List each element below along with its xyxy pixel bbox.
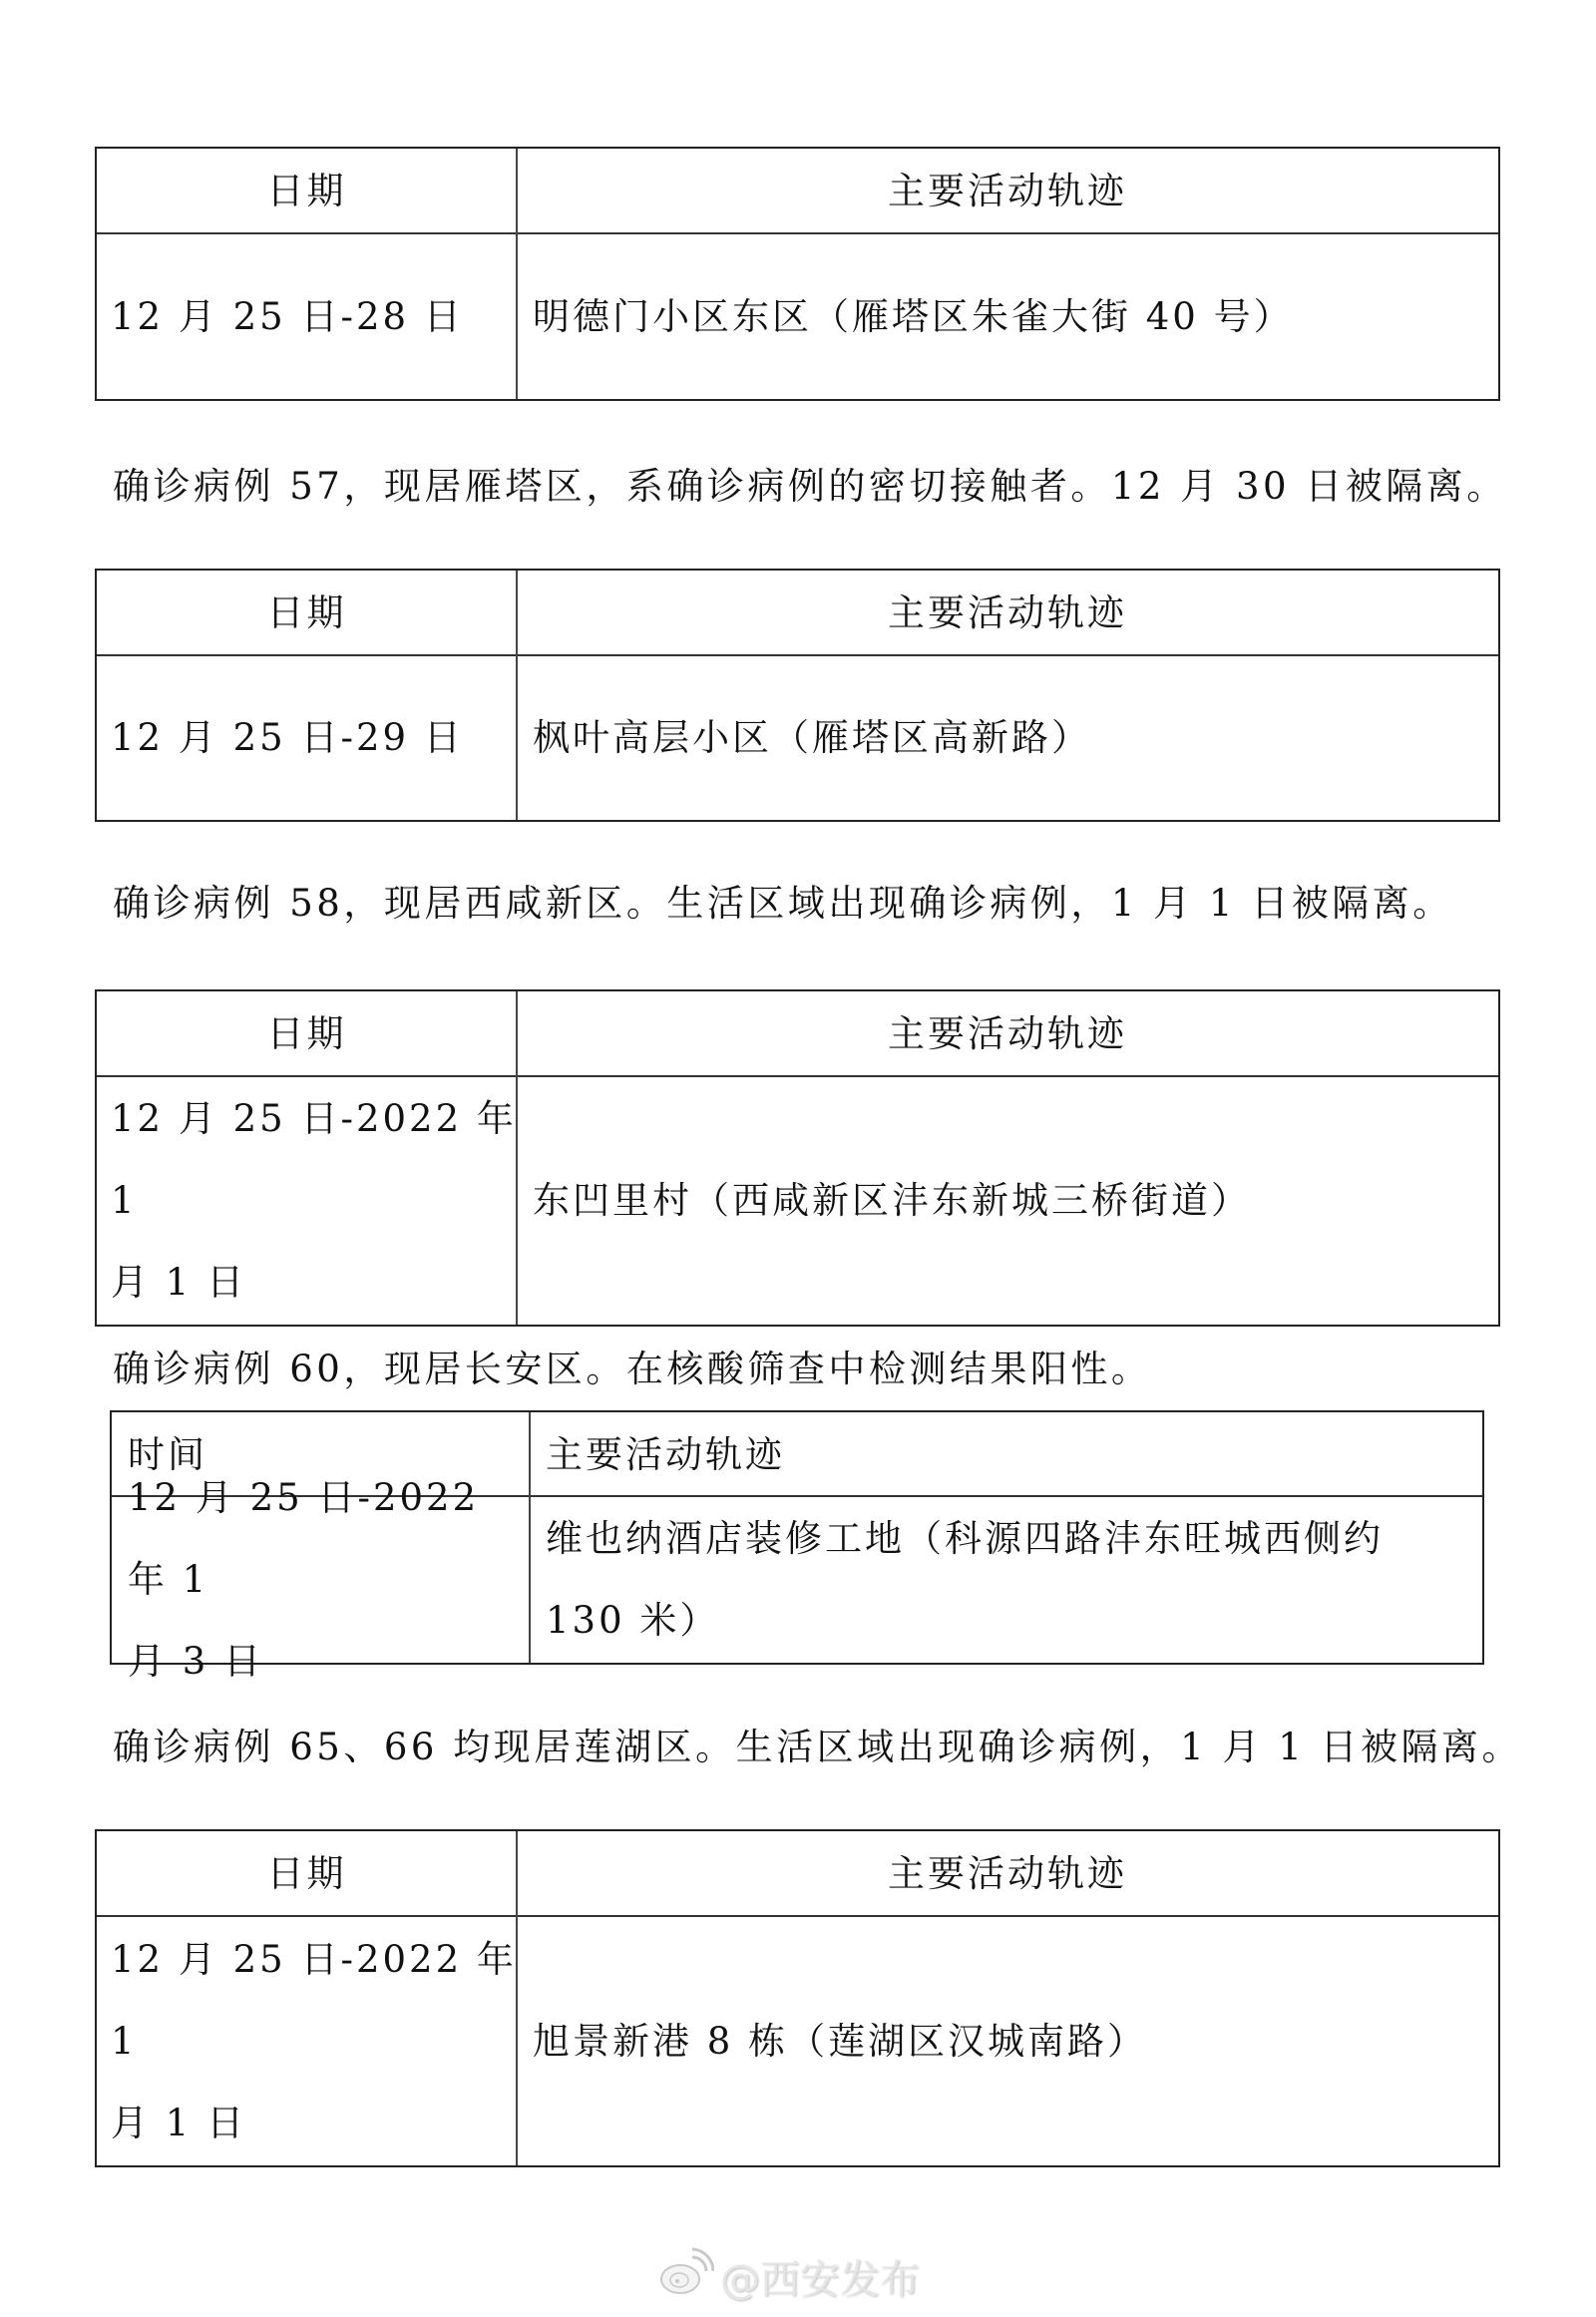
date-line: 月 1 日 — [111, 1261, 247, 1304]
track-table-1 — [95, 147, 1500, 401]
date-line: 月 1 日 — [111, 2101, 247, 2144]
row-track — [517, 1917, 1498, 2165]
row-track — [517, 234, 1498, 399]
date-line: 月 3 日 — [128, 1640, 264, 1683]
case-57-description: 确诊病例 57，现居雁塔区，系确诊病例的密切接触者。12 月 30 日被隔离。 — [113, 465, 1507, 508]
track-table-3 — [95, 989, 1500, 1327]
header-date: 日期 — [266, 170, 347, 212]
header-date: 日期 — [266, 591, 347, 634]
date-line: 12 月 25 日-2022 年 1 — [111, 1937, 517, 2063]
case-58-description: 确诊病例 58，现居西咸新区。生活区域出现确诊病例，1 月 1 日被隔离。 — [113, 882, 1453, 925]
header-track: 主要活动轨迹 — [888, 170, 1127, 212]
track-table-4 — [110, 1410, 1484, 1683]
track-line: 130 米） — [546, 1599, 720, 1642]
watermark-text: @西安发布 — [720, 2257, 920, 2303]
header-date: 日期 — [266, 1012, 347, 1055]
row-date — [97, 656, 517, 820]
row-track — [530, 1497, 1482, 1663]
track-line: 东凹里村（西咸新区沣东新城三桥街道） — [533, 1179, 1251, 1222]
track-line: 明德门小区东区（雁塔区朱雀大街 40 号） — [533, 294, 1294, 338]
row-date — [97, 234, 517, 399]
row-track — [517, 656, 1498, 820]
row-track — [517, 1077, 1498, 1325]
date-line: 12 月 25 日-29 日 — [111, 716, 464, 759]
header-track: 主要活动轨迹 — [888, 1852, 1127, 1895]
track-line: 维也纳酒店装修工地（科源四路沣东旺城西侧约 — [546, 1517, 1384, 1560]
weibo-icon — [658, 2247, 714, 2307]
header-track: 主要活动轨迹 — [888, 591, 1127, 634]
header-time: 时间 — [128, 1432, 207, 1476]
header-date: 日期 — [266, 1852, 347, 1895]
date-line: 12 月 25 日-2022 年 1 — [111, 1097, 517, 1222]
case-65-66-description: 确诊病例 65、66 均现居莲湖区。生活区域出现确诊病例，1 月 1 日被隔离。 — [113, 1726, 1523, 1768]
weibo-watermark — [658, 2249, 938, 2304]
header-track: 主要活动轨迹 — [888, 1012, 1127, 1055]
date-line: 12 月 25 日-2022 年 1 — [128, 1476, 480, 1601]
row-date — [112, 1476, 530, 1683]
track-line: 旭景新港 8 栋（莲湖区汉城南路） — [533, 2019, 1148, 2063]
row-date — [97, 1077, 517, 1325]
date-line: 12 月 25 日-28 日 — [111, 294, 464, 338]
track-table-2 — [95, 569, 1500, 822]
track-line: 枫叶高层小区（雁塔区高新路） — [533, 716, 1091, 759]
row-date — [97, 1917, 517, 2165]
case-60-description: 确诊病例 60，现居长安区。在核酸筛查中检测结果阳性。 — [113, 1348, 1152, 1390]
track-table-5 — [95, 1829, 1500, 2167]
header-track: 主要活动轨迹 — [546, 1432, 785, 1476]
